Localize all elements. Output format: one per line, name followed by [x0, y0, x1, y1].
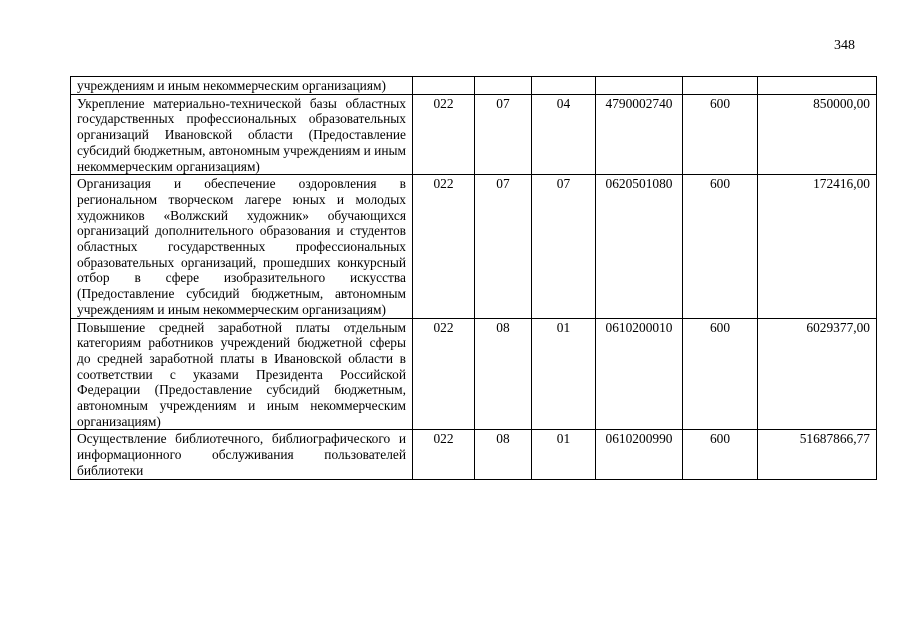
ministry-code: 022	[413, 318, 475, 430]
row-description: Укрепление материально-технической базы областных государственных профессиональных образовательных организаций Ивановской области (Предоставление субсидий бюджетным, автономным учреждениям и иным некоммерческим организациям)	[71, 94, 413, 175]
page-number: 348	[834, 38, 855, 53]
budget-table	[70, 76, 877, 480]
target-code: 0620501080	[596, 175, 683, 318]
expense-type-code: 600	[683, 430, 758, 479]
expense-type-code	[683, 77, 758, 95]
target-code	[596, 77, 683, 95]
expense-type-code: 600	[683, 94, 758, 175]
row-description: Осуществление библиотечного, библиографического и информационного обслуживания пользователей библиотеки	[71, 430, 413, 479]
section-code: 07	[475, 175, 532, 318]
row-description: Повышение средней заработной платы отдельным категориям работников учреждений бюджетной сферы до средней заработной платы в Ивановской области в соответствии с указами Президента Российской Федерации (Предоставление субсидий бюджетным, автономным учреждениям и иным некоммерческим организациям)	[71, 318, 413, 430]
subsection-code: 04	[532, 94, 596, 175]
section-code: 07	[475, 94, 532, 175]
amount: 850000,00	[758, 94, 877, 175]
subsection-code	[532, 77, 596, 95]
table-row	[71, 318, 877, 430]
target-code: 0610200010	[596, 318, 683, 430]
row-description: учреждениям и иным некоммерческим организациям)	[71, 77, 413, 95]
expense-type-code: 600	[683, 175, 758, 318]
section-code: 08	[475, 430, 532, 479]
ministry-code: 022	[413, 430, 475, 479]
amount	[758, 77, 877, 95]
amount: 172416,00	[758, 175, 877, 318]
ministry-code	[413, 77, 475, 95]
table-row	[71, 77, 877, 95]
ministry-code: 022	[413, 175, 475, 318]
row-description: Организация и обеспечение оздоровления в региональном творческом лагере юных и молодых художников «Волжский художник» обучающихся организаций дополнительного образования и студентов областных государственных профессиональных образовательных организаций, прошедших конкурсный отбор в сфере изобразительного искусства (Предоставление субсидий бюджетным, автономным учреждениям и иным некоммерческим организациям)	[71, 175, 413, 318]
subsection-code: 07	[532, 175, 596, 318]
table-row	[71, 430, 877, 479]
subsection-code: 01	[532, 430, 596, 479]
amount: 51687866,77	[758, 430, 877, 479]
expense-type-code: 600	[683, 318, 758, 430]
ministry-code: 022	[413, 94, 475, 175]
target-code: 0610200990	[596, 430, 683, 479]
subsection-code: 01	[532, 318, 596, 430]
section-code	[475, 77, 532, 95]
section-code: 08	[475, 318, 532, 430]
amount: 6029377,00	[758, 318, 877, 430]
table-row	[71, 175, 877, 318]
table-row	[71, 94, 877, 175]
target-code: 4790002740	[596, 94, 683, 175]
